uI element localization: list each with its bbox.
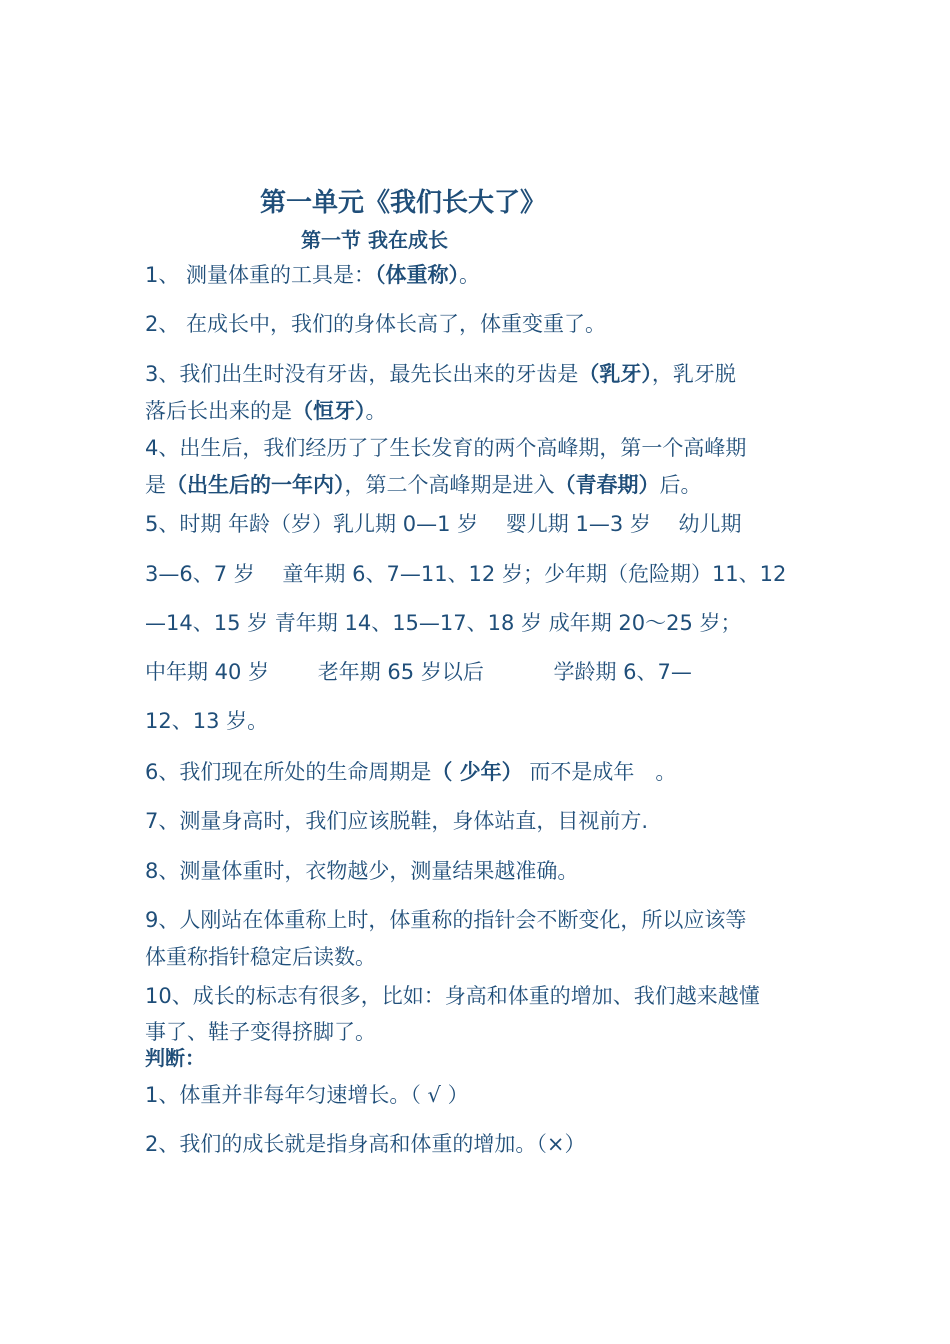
item-line: 3—6、7 岁 童年期 6、7—11、12 岁；少年期（危险期）11、12 xyxy=(145,562,787,586)
answer: （青春期） xyxy=(554,473,660,497)
item-line: 9、人刚站在体重称上时，体重称的指针会不断变化，所以应该等 xyxy=(145,908,747,932)
item-line: 中年期 40 岁 老年期 65 岁以后 学龄期 6、7— xyxy=(145,660,692,684)
item-line: 5、时期 年龄（岁）乳儿期 0—1 岁 婴儿期 1—3 岁 幼儿期 xyxy=(145,512,742,536)
unit-title: 第一单元《我们长大了》 xyxy=(260,188,547,218)
item-line: 8、测量体重时，衣物越少，测量结果越准确。 xyxy=(145,859,579,883)
item-line: —14、15 岁 青年期 14、15—17、18 岁 成年期 20～25 岁； xyxy=(145,611,742,635)
item-line: 事了、鞋子变得挤脚了。 xyxy=(145,1020,376,1044)
item-line: 2、 在成长中，我们的身体长高了，体重变重了。 xyxy=(145,312,607,336)
section-subtitle: 第一节 我在成长 xyxy=(301,228,448,252)
judge-item: 1、体重并非每年匀速增长。（ √ ） xyxy=(145,1083,469,1107)
judge-heading: 判断： xyxy=(145,1046,205,1070)
item-line: 6、我们现在所处的生命周期是（ 少年） 而不是成年 。 xyxy=(145,760,677,784)
judge-item: 2、我们的成长就是指身高和体重的增加。（×） xyxy=(145,1132,586,1156)
answer: （体重称） xyxy=(375,263,460,287)
item-line: 3、我们出生时没有牙齿，最先长出来的牙齿是（乳牙），乳牙脱 xyxy=(145,362,736,386)
item-line: 4、出生后，我们经历了了生长发育的两个高峰期，第一个高峰期 xyxy=(145,436,747,460)
item-line: 12、13 岁。 xyxy=(145,709,269,733)
item-line: 是（出生后的一年内），第二个高峰期是进入（青春期）后。 xyxy=(145,473,702,497)
answer: （出生后的一年内） xyxy=(166,473,345,497)
item-line: 体重称指针稳定后读数。 xyxy=(145,945,376,969)
answer: （乳牙） xyxy=(578,362,652,386)
answer: （ 少年） xyxy=(431,760,523,784)
item-line: 10、成长的标志有很多，比如：身高和体重的增加、我们越来越懂 xyxy=(145,984,760,1008)
item-line: 7、测量身高时，我们应该脱鞋，身体站直，目视前方. xyxy=(145,809,649,833)
answer: （恒牙） xyxy=(292,399,366,423)
item-line: 1、 测量体重的工具是：（体重称）。 xyxy=(145,263,481,287)
item-line: 落后长出来的是（恒牙）。 xyxy=(145,399,387,423)
